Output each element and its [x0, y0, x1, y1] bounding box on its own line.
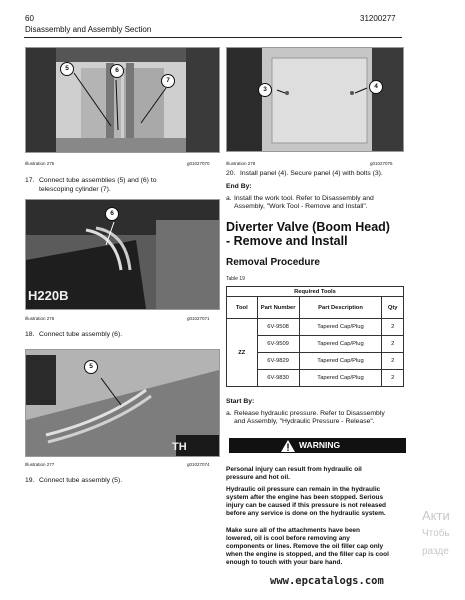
machine-decal: TH [172, 441, 187, 453]
illustration-277-photo [25, 349, 220, 457]
table-cell-desc: Tapered Cap/Plug [299, 319, 382, 336]
table-cell-qty: 2 [382, 336, 404, 353]
illustration-code: g01027070 [187, 161, 210, 166]
step-17-text-cont: telescoping cylinder (7). [39, 186, 111, 193]
callout-5: 5 [60, 62, 74, 76]
section-title: Diverter Valve (Boom Head) [226, 220, 390, 234]
warning-label: WARNING [299, 440, 341, 450]
end-by-item-text-cont: Assembly, "Work Tool - Remove and Install". [234, 203, 368, 210]
callout-6: 6 [105, 207, 119, 221]
table-cell-desc: Tapered Cap/Plug [299, 353, 382, 370]
warning-para-3-cont: when the engine is stopped, and the filler cap is cool [226, 551, 389, 558]
illustration-label: Illustration 278 [226, 161, 256, 166]
illustration-code: g01027075 [370, 161, 393, 166]
table-header-description: Part Description [299, 297, 382, 319]
illustration-code: g01027071 [187, 316, 210, 321]
warning-para-1: Personal injury can result from hydraulic oil [226, 466, 362, 473]
table-caption: Required Tools [227, 287, 404, 297]
table-cell-qty: 2 [382, 370, 404, 387]
callout-4: 4 [369, 80, 383, 94]
callout-6: 6 [110, 64, 124, 78]
table-tool-cell: ZZ [227, 319, 258, 387]
step-20-number: 20. [226, 170, 236, 177]
warning-para-3-cont: components or lines. Remove the oil filler cap only [226, 543, 384, 550]
end-by-label: End By: [226, 183, 252, 190]
start-by-item-text: Release hydraulic pressure. Refer to Disassembly [234, 410, 385, 417]
subsection-title: Removal Procedure [226, 257, 320, 268]
start-by-item-text-cont: and Assembly, "Hydraulic Pressure - Release". [234, 418, 375, 425]
required-tools-table [226, 286, 404, 387]
step-19-text: Connect tube assembly (5). [39, 477, 123, 484]
illustration-label: Illustration 277 [25, 462, 55, 467]
step-18-text: Connect tube assembly (6). [39, 331, 123, 338]
step-18-number: 18. [25, 331, 35, 338]
warning-para-2-cont: injury can be caused if this pressure is not released [226, 502, 387, 509]
table-cell-part: 6V-9509 [257, 336, 299, 353]
document-number: 31200277 [360, 14, 396, 23]
section-title-cont: - Remove and Install [226, 234, 348, 248]
warning-para-3-cont: lowered, oil is cool before removing any [226, 535, 350, 542]
table-cell-qty: 2 [382, 353, 404, 370]
illustration-label: Illustration 275 [25, 161, 55, 166]
table-cell-part: 6V-9508 [257, 319, 299, 336]
page-number: 60 [25, 14, 34, 23]
site-watermark: www.epcatalogs.com [270, 575, 384, 587]
warning-para-2: Hydraulic oil pressure can remain in the hydraulic [226, 486, 381, 493]
end-by-item-letter: a. [226, 195, 232, 202]
table-header-tool: Tool [227, 297, 258, 319]
start-by-item-letter: a. [226, 410, 232, 417]
header-rule [24, 37, 402, 38]
illustration-275-photo [25, 47, 220, 153]
boom-tubes-drawing [26, 48, 219, 152]
start-by-label: Start By: [226, 398, 255, 405]
machine-model-decal: H220B [28, 288, 69, 303]
step-17-text: Connect tube assemblies (5) and (6) to [39, 177, 157, 184]
warning-triangle-icon [281, 440, 295, 452]
warning-para-3-cont: enough to touch with your bare hand. [226, 559, 343, 566]
illustration-label: Illustration 276 [25, 316, 55, 321]
boom-side-drawing [26, 350, 219, 456]
callout-7: 7 [161, 74, 175, 88]
warning-para-3: Make sure all of the attachments have been [226, 527, 361, 534]
step-19-number: 19. [25, 477, 35, 484]
warning-banner [229, 438, 406, 453]
warning-para-1-cont: pressure and hot oil. [226, 474, 290, 481]
table-header-part-number: Part Number [257, 297, 299, 319]
step-17-number: 17. [25, 177, 35, 184]
section-header: Disassembly and Assembly Section [25, 25, 152, 34]
table-header-qty: Qty [382, 297, 404, 319]
table-cell-desc: Tapered Cap/Plug [299, 336, 382, 353]
table-cell-desc: Tapered Cap/Plug [299, 370, 382, 387]
panel-drawing [227, 48, 403, 151]
step-20-text: Install panel (4). Secure panel (4) with bolts (3). [240, 170, 383, 177]
table-label: Table 19 [226, 276, 245, 282]
illustration-278-photo [226, 47, 404, 152]
table-cell-part: 6V-9830 [257, 370, 299, 387]
side-watermark-1: Акти [422, 508, 450, 523]
side-watermark-3: разде [422, 546, 449, 557]
end-by-item-text: Install the work tool. Refer to Disassembly and [234, 195, 374, 202]
warning-para-2-cont: system after the engine has been stopped. Serious [226, 494, 384, 501]
side-watermark-2: Чтобь [422, 528, 450, 539]
table-cell-qty: 2 [382, 319, 404, 336]
callout-3: 3 [258, 83, 272, 97]
illustration-code: g01027074 [187, 462, 210, 467]
table-cell-part: 6V-9829 [257, 353, 299, 370]
warning-para-2-cont: before any service is done on the hydraulic system. [226, 510, 386, 517]
callout-5: 5 [84, 360, 98, 374]
